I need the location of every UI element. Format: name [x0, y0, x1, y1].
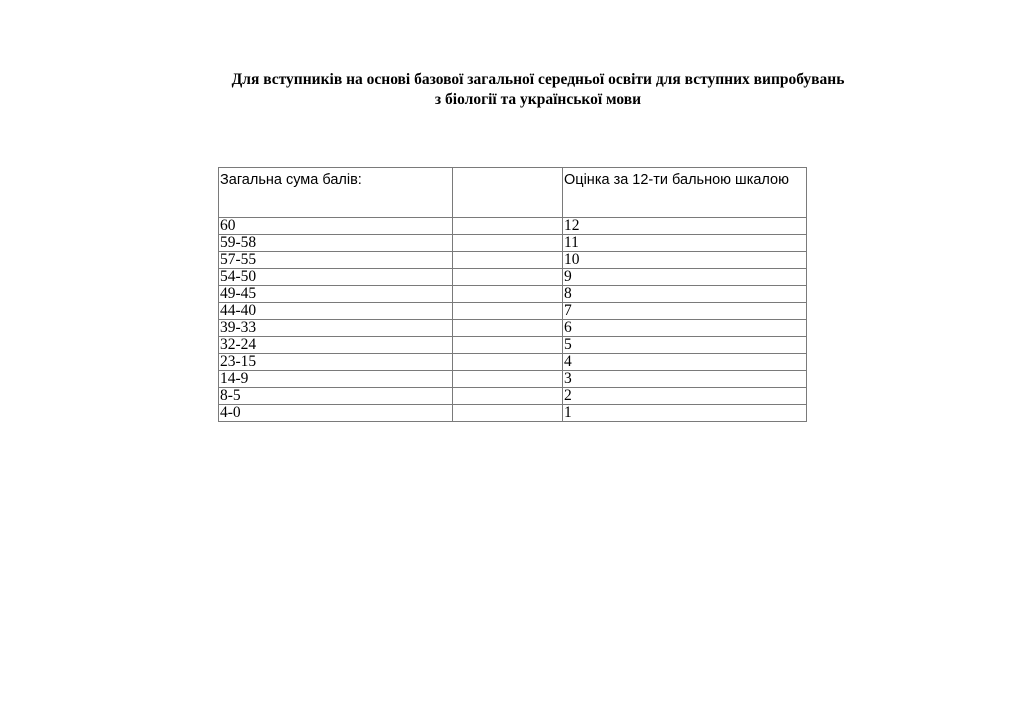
grade-cell: 8: [563, 286, 807, 303]
empty-cell: [453, 303, 563, 320]
header-total-score: Загальна сума балів:: [219, 168, 453, 218]
empty-cell: [453, 337, 563, 354]
score-conversion-table: [218, 167, 807, 422]
grade-cell: 11: [563, 235, 807, 252]
score-range-cell: 23-15: [219, 354, 453, 371]
score-range-cell: 39-33: [219, 320, 453, 337]
score-range-cell: 57-55: [219, 252, 453, 269]
grade-cell: 6: [563, 320, 807, 337]
header-empty: [453, 168, 563, 218]
empty-cell: [453, 388, 563, 405]
grade-cell: 9: [563, 269, 807, 286]
heading-line-1: Для вступників на основі базової загальної середньої освіти для вступних випробувань: [231, 71, 845, 88]
empty-cell: [453, 218, 563, 235]
heading-line-2: з біології та української мови: [434, 91, 642, 108]
empty-cell: [453, 320, 563, 337]
grade-cell: 12: [563, 218, 807, 235]
empty-cell: [453, 252, 563, 269]
grade-cell: 5: [563, 337, 807, 354]
empty-cell: [453, 235, 563, 252]
score-range-cell: 14-9: [219, 371, 453, 388]
empty-cell: [453, 405, 563, 422]
score-range-cell: 60: [219, 218, 453, 235]
table-row: [219, 405, 807, 422]
score-range-cell: 8-5: [219, 388, 453, 405]
empty-cell: [453, 354, 563, 371]
score-range-cell: 4-0: [219, 405, 453, 422]
empty-cell: [453, 286, 563, 303]
table-row: [219, 218, 807, 235]
grade-cell: 10: [563, 252, 807, 269]
score-range-cell: 49-45: [219, 286, 453, 303]
score-range-cell: 32-24: [219, 337, 453, 354]
empty-cell: [453, 269, 563, 286]
score-range-cell: 54-50: [219, 269, 453, 286]
table-row: [219, 235, 807, 252]
table-row: [219, 337, 807, 354]
table-row: [219, 354, 807, 371]
header-grade-scale: Оцінка за 12-ти бальною шкалою: [563, 168, 807, 218]
grade-cell: 1: [563, 405, 807, 422]
table-row: [219, 252, 807, 269]
table-row: [219, 269, 807, 286]
grade-cell: 2: [563, 388, 807, 405]
score-range-cell: 59-58: [219, 235, 453, 252]
grade-cell: 4: [563, 354, 807, 371]
table-row: [219, 320, 807, 337]
table-row: [219, 286, 807, 303]
table-row: [219, 388, 807, 405]
table-header-row: [219, 168, 807, 218]
table-row: [219, 303, 807, 320]
document-heading: [0, 70, 1024, 110]
grade-cell: 7: [563, 303, 807, 320]
grade-cell: 3: [563, 371, 807, 388]
table-row: [219, 371, 807, 388]
score-range-cell: 44-40: [219, 303, 453, 320]
empty-cell: [453, 371, 563, 388]
